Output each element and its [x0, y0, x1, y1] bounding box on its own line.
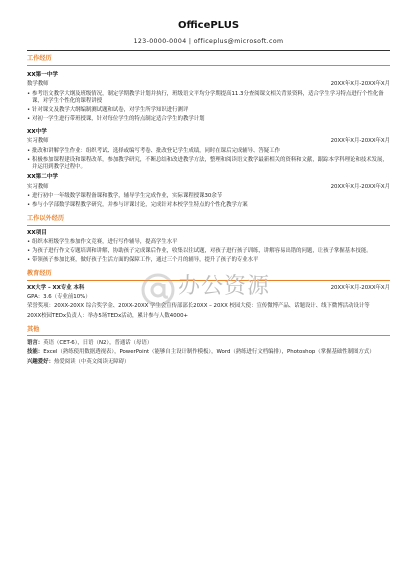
bullet-item: • 批改和讲解学生作业：组织考试、选择或编写考卷、批改登记学生成绩，同时在课后完成辅导、答疑工作 [27, 148, 390, 155]
section-title-other: 其他 [27, 325, 40, 333]
job-bullets [27, 91, 390, 123]
other-section [27, 326, 390, 366]
section-divider [27, 225, 390, 226]
job-bullets [27, 193, 390, 209]
bullet-item: • 进行初中一年级数学课程备课和教学，辅导学生完成作业，实际课程授课30余节 [27, 193, 390, 200]
contact-info: 123-0000-0004 | officeplus@microsoft.com [133, 38, 284, 45]
section-title-work: 工作经历 [27, 55, 52, 63]
watermark-text: 办公资源 [178, 274, 271, 299]
other-item-skills [27, 349, 390, 356]
resume-name: OfficePLUS [177, 20, 240, 31]
education-dates: 20XX年X月-20XX年X月 [330, 284, 390, 291]
job-bullets [27, 148, 390, 171]
project-name: XX项目 [27, 229, 47, 236]
bullet-item: • 参考语文教学大纲及班级情况，制定学期教学计划并执行，班级语文平均分学期提高11.3分查阅课文相关背景资料，适合学生学习特点进行个性化备课，对学生个性化的课程讲授 [27, 91, 390, 106]
job-role: 实习教师 [27, 183, 49, 190]
extra-section [27, 215, 390, 264]
bullet-item: • 为孩子进行作文专题培训和讲解，协助孩子完成课后作业，收集以往试题，对孩子进行孩子训练，讲解容易出错的问题，让孩子掌握基本技能。 [27, 248, 390, 255]
education-line: 荣誉奖项：20XX-20XX 综合奖学金、20XX-20XX 学生会宣传部部长20XX – 20XX 校园大使：宣传微博产品、话题设计、线下微博活动设计等 [27, 303, 370, 310]
work-section [27, 55, 390, 209]
other-label: 语言： [27, 340, 44, 347]
job-entry [27, 72, 390, 123]
other-item-hobbies [27, 359, 390, 366]
education-line: 20XX校园TEDx负责人：举办5场TEDx活动，累计参与人数4000+ [27, 312, 189, 319]
bullet-item: • 参与小学部数学课程教学研究，并参与评课讨论，完成针对本校学生特点的个性化教学方案 [27, 202, 390, 209]
other-label: 兴趣爱好： [27, 358, 54, 365]
job-meta [27, 81, 390, 88]
education-line: GPA：3.6（专业前10%） [27, 293, 91, 300]
job-meta [27, 184, 390, 191]
job-org: XX第一中学 [27, 71, 59, 78]
other-item-language [27, 340, 390, 347]
job-meta [27, 138, 390, 145]
other-details [27, 340, 390, 366]
job-role: 数学教师 [27, 81, 49, 88]
job-org: XX第二中学 [27, 174, 59, 181]
other-text: 英语（CET-6），日语（N2），普通话（母语） [43, 340, 153, 347]
other-text: 热爱阅读（中英文阅读无障碍） [53, 358, 130, 365]
job-role: 实习教师 [27, 138, 49, 145]
project-bullets [27, 239, 390, 264]
other-text: Excel（熟练使用数据透视表），PowerPoint（能够自主设计制作模板），Word（熟练进行文档编排），Photoshop（掌握基础性制图方式） [43, 349, 375, 356]
job-entry [27, 174, 390, 209]
bullet-item: • 对初一学生进行带班授课，针对每位学生的特点制定适合学生的教学计划 [27, 116, 390, 123]
section-divider [27, 65, 390, 66]
other-label: 技能： [27, 349, 44, 356]
job-entry [27, 129, 390, 171]
bullet-item: • 带领孩子参加比赛，做好孩子生活方面的保障工作，通过三个月的辅导，提升了孩子的专业水平 [27, 257, 390, 264]
section-divider [27, 335, 390, 336]
bullet-item: • 积极参加课程建设和课程改革，参加教学研究，不断总结和改进教学方法，整理和阅读语文教学最新相关的资料和文献，跟踪本学科理论和技术发展，并运用到教学过程中。 [27, 157, 390, 172]
job-dates: 20XX年X月-20XX年X月 [330, 81, 390, 88]
header-divider [27, 50, 390, 51]
education-school: XX大学 – XX专业 本科 [27, 284, 85, 291]
job-org: XX中学 [27, 128, 47, 135]
bullet-item: • 针对课文及教学大纲编制测试题和试卷，对学生所学知识进行测评 [27, 107, 390, 114]
job-dates: 20XX年X月-20XX年X月 [330, 183, 390, 190]
section-title-extra: 工作以外经历 [27, 215, 65, 223]
section-title-education: 教育经历 [27, 270, 52, 278]
bullet-item: • 组织本班级学生参加作文竞赛，进行写作辅导，提高学生水平 [27, 239, 390, 246]
job-dates: 20XX年X月-20XX年X月 [330, 138, 390, 145]
